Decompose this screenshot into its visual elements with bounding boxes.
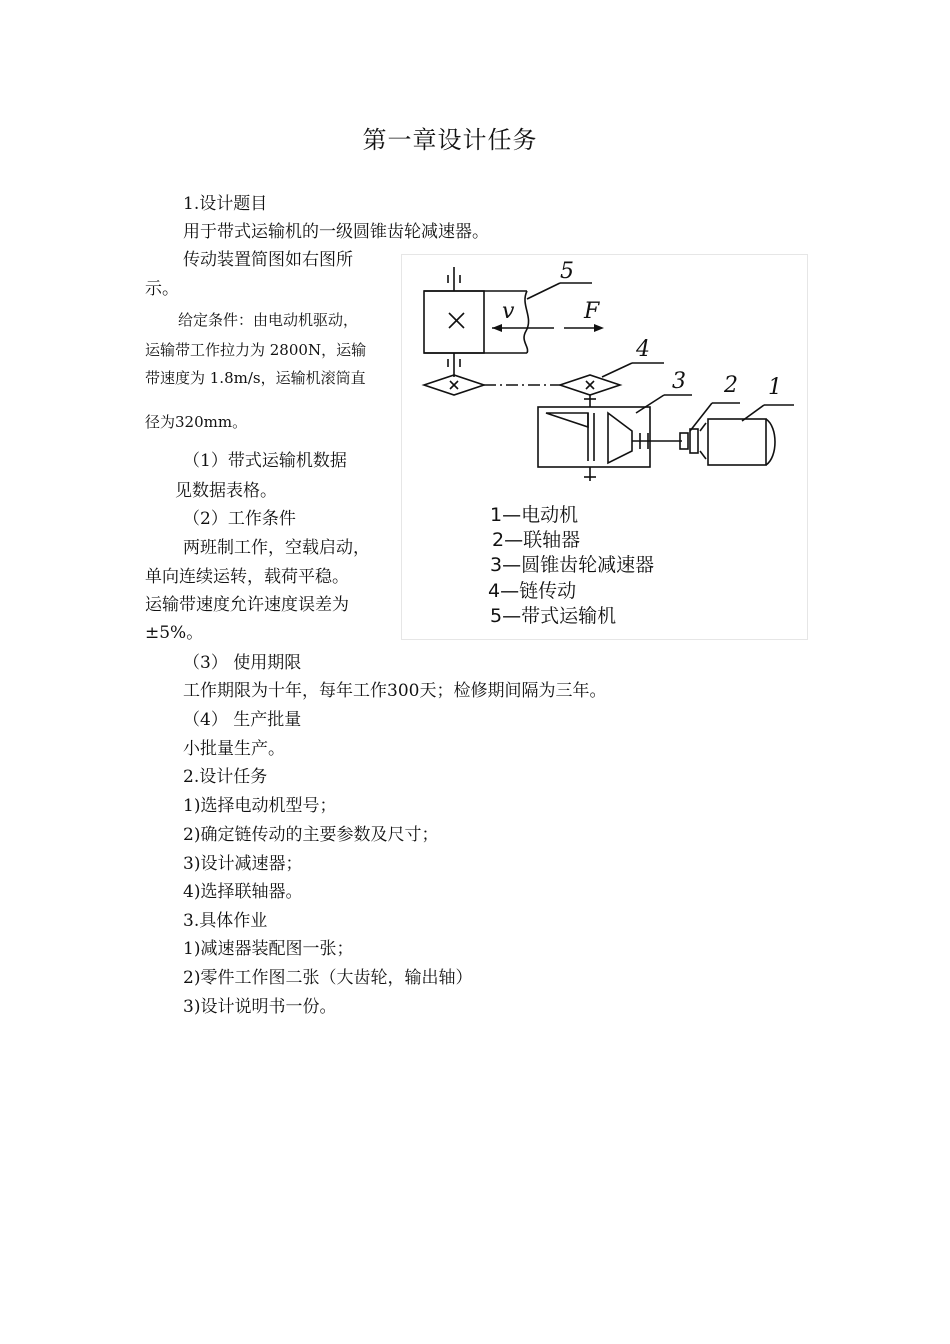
work-item-3: 3)设计说明书一份。 xyxy=(183,997,337,1017)
transmission-diagram xyxy=(401,254,808,640)
label-4: 4 xyxy=(636,337,650,362)
legend-item-2: 2—联轴器 xyxy=(492,529,581,551)
label-3: 3 xyxy=(672,369,686,394)
param-1-text: 见数据表格。 xyxy=(175,481,277,501)
legend-item-5: 5—带式运输机 xyxy=(490,605,617,627)
section-2-heading: 2.设计任务 xyxy=(183,767,268,787)
label-2: 2 xyxy=(724,373,738,398)
param-4-heading: （4） 生产批量 xyxy=(183,710,302,730)
task-item-4: 4)选择联轴器。 xyxy=(183,882,303,902)
label-5: 5 xyxy=(560,259,574,284)
legend-item-3: 3—圆锥齿轮减速器 xyxy=(490,554,655,576)
force-label: F xyxy=(584,299,600,324)
velocity-label: v xyxy=(502,299,515,324)
param-1-heading: （1）带式运输机数据 xyxy=(183,451,347,471)
work-item-2: 2)零件工作图二张（大齿轮，输出轴） xyxy=(183,968,473,988)
legend-item-4: 4—链传动 xyxy=(488,580,577,602)
transmission-sketch xyxy=(402,255,809,641)
legend-item-1: 1—电动机 xyxy=(490,504,579,526)
design-subject: 用于带式运输机的一级圆锥齿轮减速器。 xyxy=(183,222,489,242)
diagram-note-line1: 传动装置简图如右图所 xyxy=(183,250,353,270)
electric-motor xyxy=(708,419,775,465)
section-1-heading: 1.设计题目 xyxy=(183,194,268,214)
label-1: 1 xyxy=(768,375,782,400)
param-2-heading: （2）工作条件 xyxy=(183,509,296,529)
task-item-3: 3)设计减速器； xyxy=(183,854,303,874)
work-item-1: 1)减速器装配图一张； xyxy=(183,939,354,959)
param-2-line3: 运输带速度允许速度误差为 xyxy=(145,595,349,615)
task-item-1: 1)选择电动机型号； xyxy=(183,796,337,816)
diagram-note-line2: 示。 xyxy=(145,279,179,299)
param-3-heading: （3） 使用期限 xyxy=(183,653,302,673)
given-conditions-line1: 给定条件：由电动机驱动， xyxy=(178,311,359,329)
given-conditions-line2: 运输带工作拉力为 2800N，运输 xyxy=(145,341,367,359)
section-3-heading: 3.具体作业 xyxy=(183,911,268,931)
param-2-line1: 两班制工作，空载启动， xyxy=(183,538,370,558)
param-3-text: 工作期限为十年，每年工作300天；检修期间隔为三年。 xyxy=(183,681,607,701)
param-2-line4: ±5%。 xyxy=(145,623,204,643)
given-conditions-line3: 带速度为 1.8m/s，运输机滚筒直 xyxy=(145,369,366,387)
page-title: 第一章设计任务 xyxy=(362,126,538,154)
param-2-line2: 单向连续运转，载荷平稳。 xyxy=(145,567,349,587)
bevel-gear-reducer xyxy=(538,395,682,481)
given-conditions-line4: 径为320mm。 xyxy=(145,413,248,431)
chain-drive xyxy=(424,375,620,395)
param-4-text: 小批量生产。 xyxy=(183,739,285,759)
task-item-2: 2)确定链传动的主要参数及尺寸； xyxy=(183,825,439,845)
